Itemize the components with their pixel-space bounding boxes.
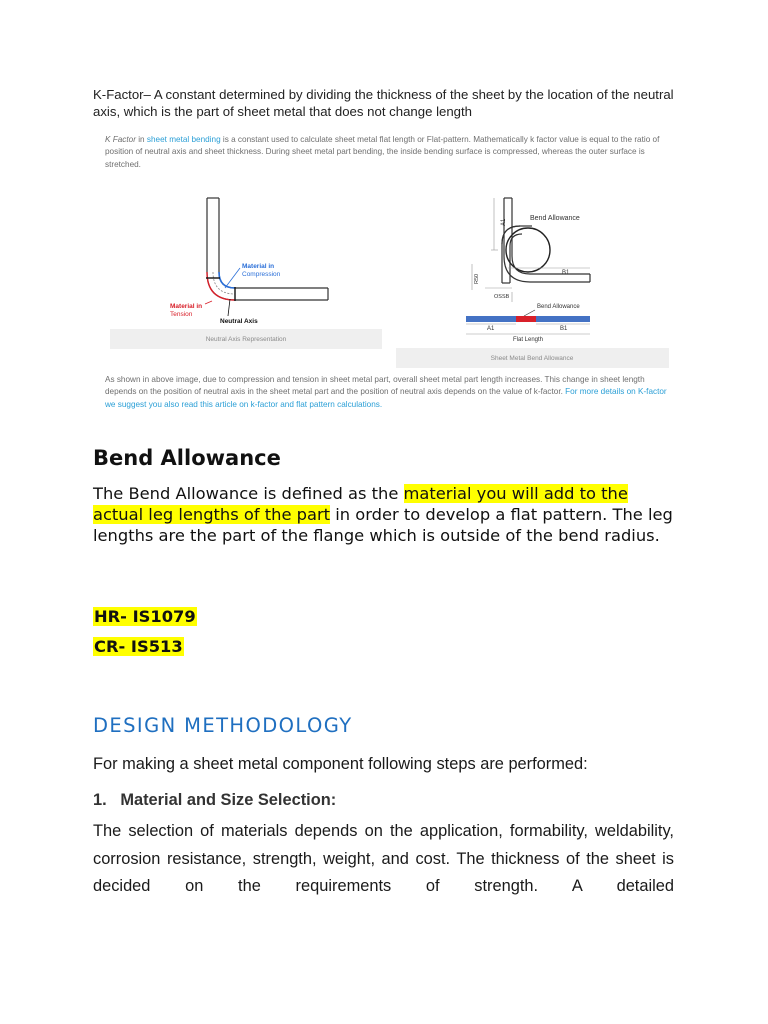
caption-neutral-axis: Neutral Axis Representation	[205, 336, 287, 343]
design-methodology-title: DESIGN METHODOLOGY	[93, 714, 353, 737]
neutral-axis-figure	[110, 198, 382, 349]
excerpt-paragraph	[105, 134, 675, 171]
excerpt-in: in	[135, 135, 147, 144]
excerpt-link-kfactor-article[interactable]: For more details on K-factor we suggest you also read this article on k-factor and flat pattern calculations.	[105, 387, 667, 409]
bend-allowance-figure	[396, 198, 669, 368]
kfactor-definition: K-Factor– A constant determined by dividing the thickness of the sheet by the location of the neutral axis, which is the part of sheet metal that does not change length	[93, 87, 674, 119]
para-after: in order to develop a flat pattern. The leg lengths are the part of the flange which is outside of the bend radius.	[93, 504, 673, 545]
label-compression-2: Compression	[242, 271, 281, 278]
excerpt-kfactor-term: K Factor	[105, 135, 136, 144]
caption-bend-allowance: Sheet Metal Bend Allowance	[490, 355, 574, 362]
label-b1: B1	[562, 270, 570, 276]
para-before: The Bend Allowance is defined as the	[93, 484, 404, 503]
step-1-heading: 1. Material and Size Selection:	[93, 791, 337, 809]
para-highlight: material you will add to the actual leg lengths of the part	[93, 484, 628, 524]
label-bend-allowance: Bend Allowance	[537, 304, 580, 310]
section-title-bend-allowance: Bend Allowance	[93, 446, 281, 470]
standard-hr: HR- IS1079	[94, 607, 196, 626]
excerpt2-text: As shown in above image, due to compression and tension in sheet metal part, overall sheet metal part length increases. This change in sheet length depends on the position of neutral axis in the sheet metal part and the position of neutral axis depends on the value of k-factor.	[105, 375, 645, 397]
label-tension-2: Tension	[170, 311, 193, 318]
label-bend-allowance-top: Bend Allowance	[530, 215, 580, 222]
excerpt-rest: is a constant used to calculate sheet metal flat length or Flat-pattern. Mathematically k factor value is equal to the ratio of position of neutral axis and sheet thickness. During sheet metal part bending, the inside bending surface is compressed, whereas the outer surface is stretched.	[105, 135, 660, 169]
label-r50: R50	[474, 273, 480, 284]
label-ossb: OSSB	[494, 294, 510, 300]
step-1-body: The selection of materials depends on the application, formability, weldability, corrosion resistance, strength, weight, and cost. The thickness of the sheet is decided on the requirements of strength. A detailed	[93, 822, 674, 896]
bending-figures	[100, 188, 675, 370]
bend-allowance-paragraph	[93, 484, 683, 546]
excerpt-link-sheet-metal-bending[interactable]: sheet metal bending	[146, 135, 221, 144]
flat-length: Flat Length	[513, 337, 544, 343]
excerpt-paragraph-2	[105, 374, 675, 411]
design-intro: For making a sheet metal component following steps are performed:	[93, 755, 588, 773]
label-tension-1: Material in	[170, 303, 203, 310]
flat-b1: B1	[560, 326, 568, 332]
label-a1-vertical: A1	[501, 218, 507, 226]
standard-cr: CR- IS513	[94, 637, 183, 656]
label-neutral-axis: Neutral Axis	[220, 318, 258, 325]
label-compression-1: Material in	[242, 263, 275, 270]
flat-a1: A1	[487, 326, 495, 332]
